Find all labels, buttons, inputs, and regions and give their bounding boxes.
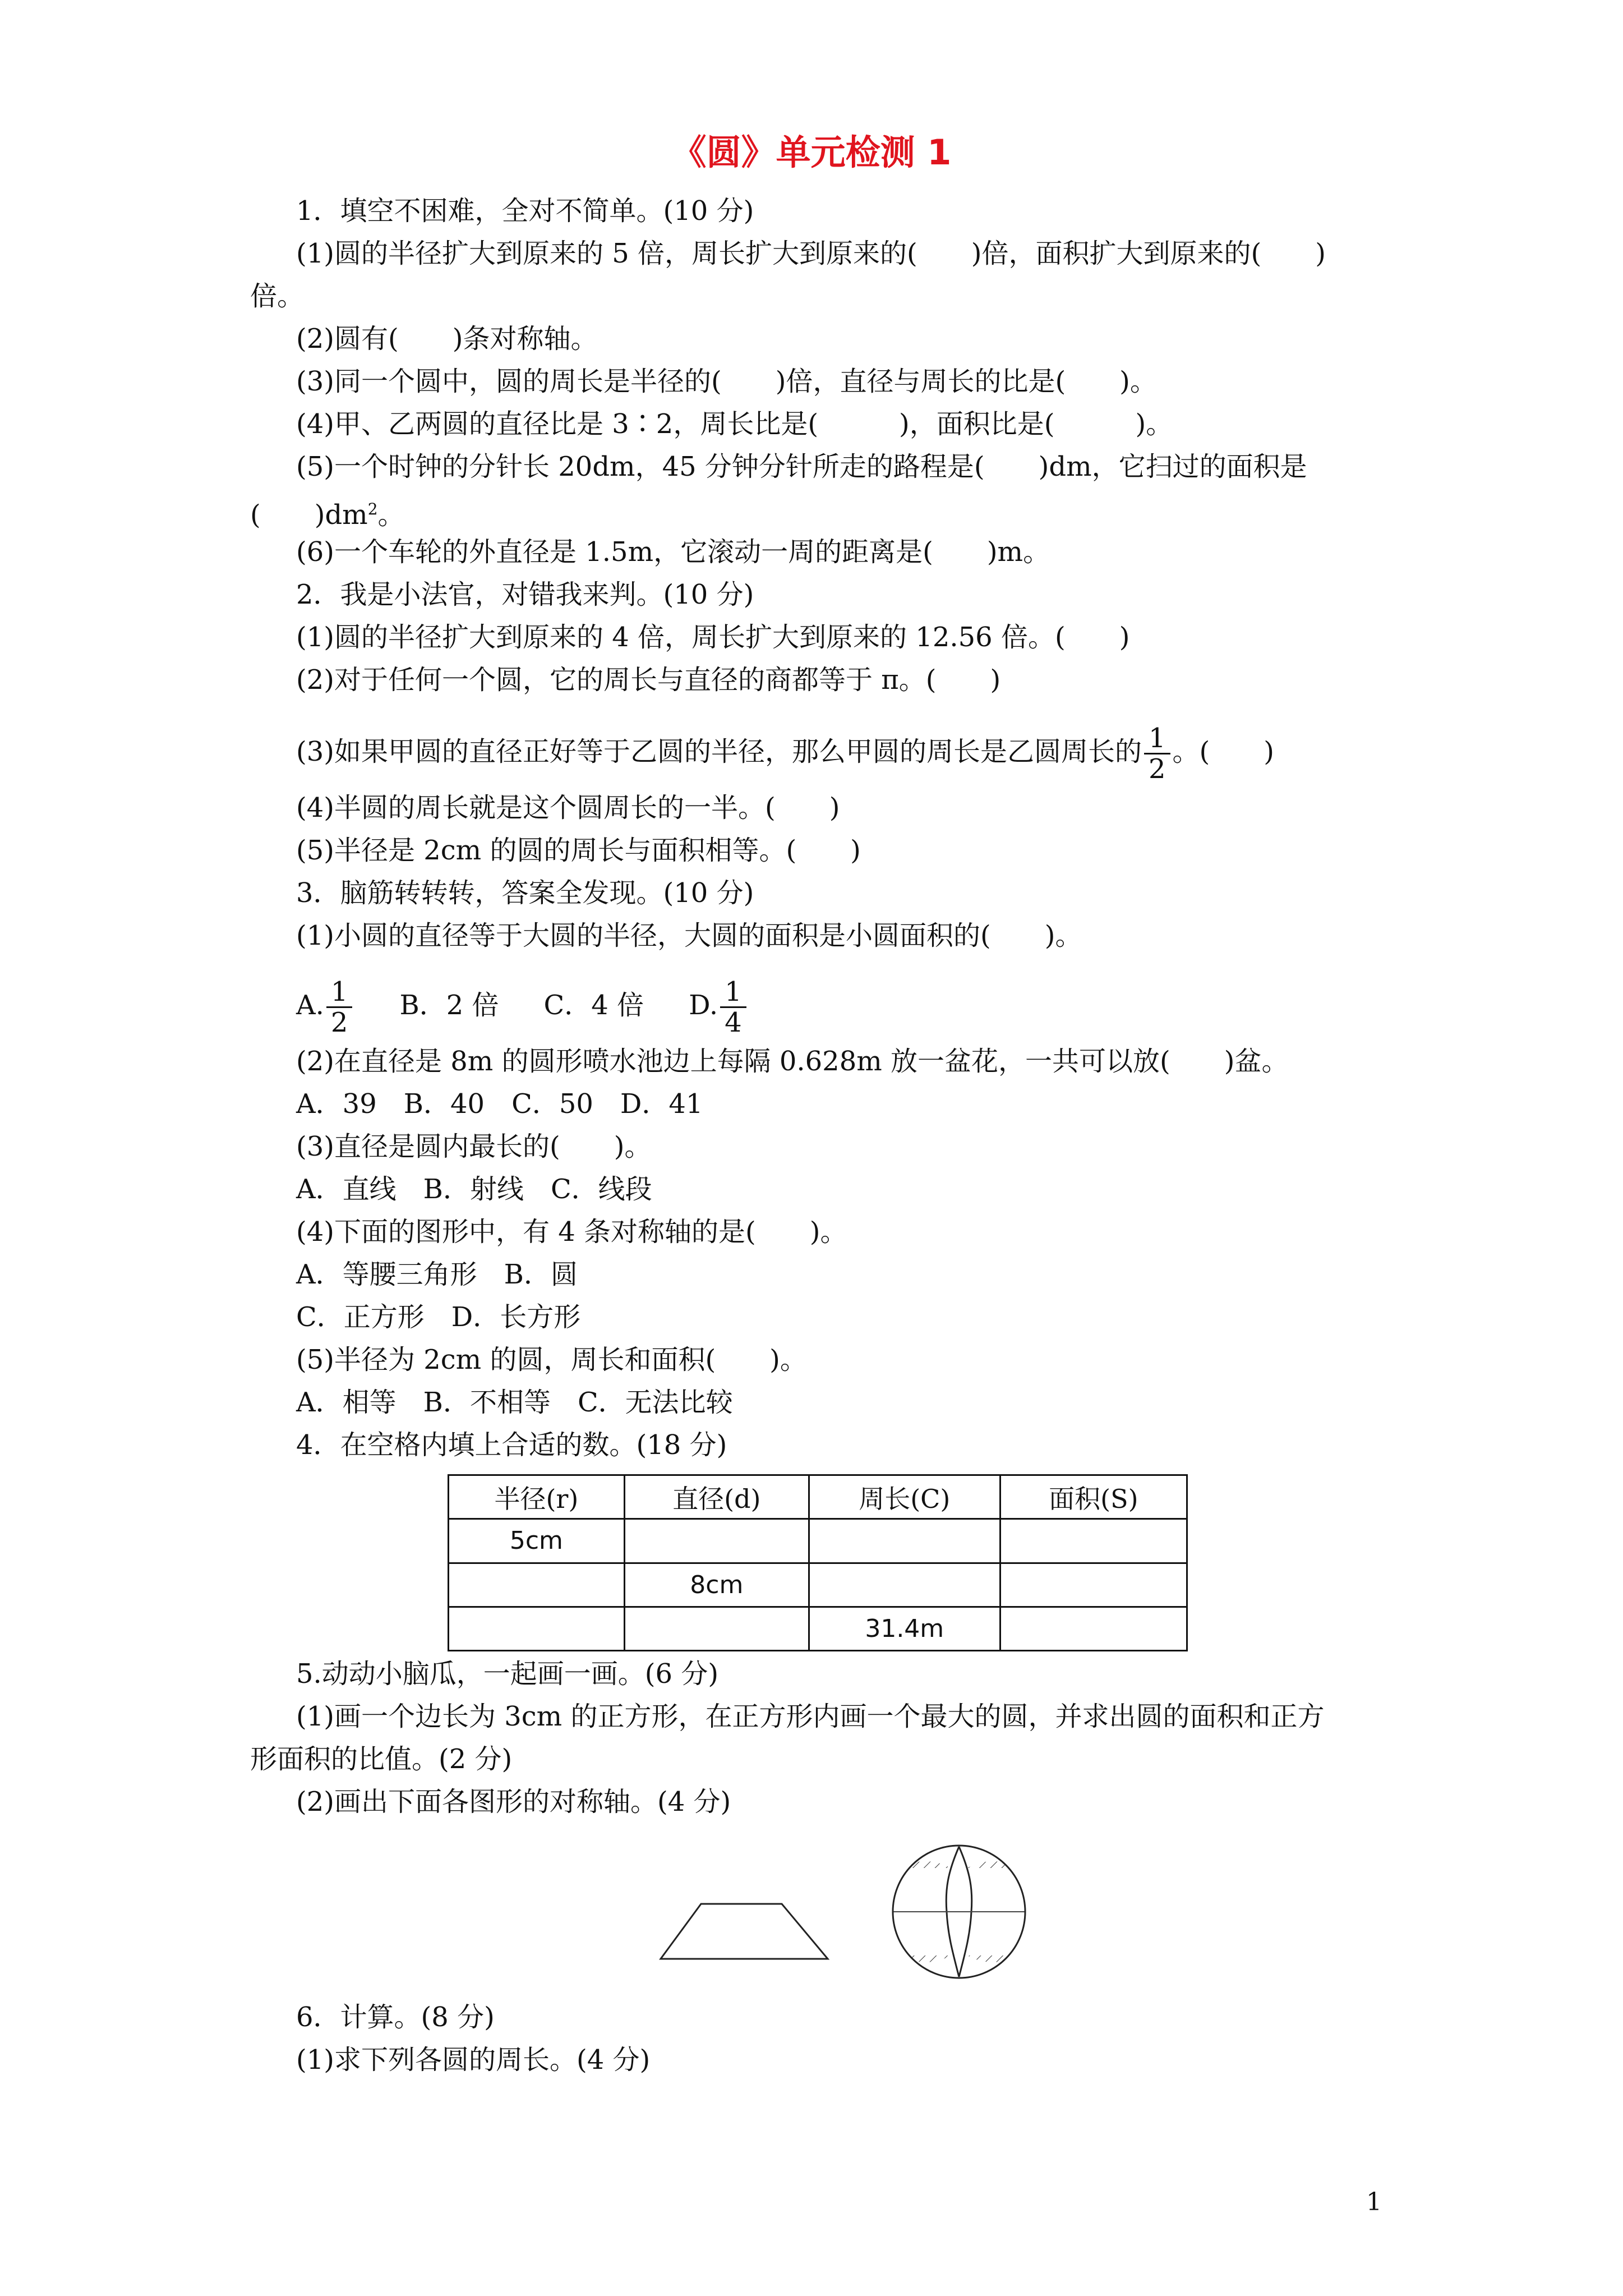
s2-q5: (5)半径是 2cm 的圆的周长与面积相等。( ) <box>296 835 861 866</box>
s1-q5-line2-end: 。 <box>377 499 405 531</box>
s3-q5: (5)半径为 2cm 的圆，周长和面积( )。 <box>296 1344 807 1375</box>
s5-q1-line1: (1)画一个边长为 3cm 的正方形，在正方形内画一个最大的圆，并求出圆的面积和正方 <box>296 1701 1325 1732</box>
s1-q2: (2)圆有( )条对称轴。 <box>296 323 598 355</box>
table-header-row <box>449 1475 1187 1519</box>
table-cell[interactable]: 8cm <box>624 1563 809 1607</box>
s2-q3-end: 。( ) <box>1172 736 1275 767</box>
table-cell[interactable] <box>1000 1519 1187 1563</box>
header-radius: 半径(r) <box>449 1475 625 1519</box>
option-d-fraction <box>720 977 746 1037</box>
s5-q1-line2: 形面积的比值。(2 分) <box>250 1743 513 1775</box>
header-circumference: 周长(C) <box>809 1475 1000 1519</box>
page-number: 1 <box>1366 2188 1382 2216</box>
fraction-denominator: 4 <box>725 1007 742 1038</box>
table-cell[interactable] <box>1000 1607 1187 1650</box>
table-cell[interactable] <box>449 1607 625 1650</box>
s3-q2-options: A．39 B．40 C．50 D．41 <box>296 1088 703 1120</box>
s3-q5-options: A．相等 B．不相等 C．无法比较 <box>296 1387 733 1418</box>
s1-q5-line2-text: ( )dm <box>250 499 368 531</box>
s2-q2: (2)对于任何一个圆，它的周长与直径的商都等于 π。( ) <box>296 664 1001 696</box>
s1-q5-line2 <box>250 493 405 532</box>
section-3-heading: 3．脑筋转转转，答案全发现。(10 分) <box>296 877 754 909</box>
trapezoid-figure <box>656 1902 836 1963</box>
table-cell[interactable] <box>624 1519 809 1563</box>
table-cell[interactable] <box>809 1563 1000 1607</box>
fraction-numerator: 1 <box>1144 724 1170 754</box>
table-cell[interactable] <box>1000 1563 1187 1607</box>
s2-q4: (4)半圆的周长就是这个圆周长的一半。( ) <box>296 792 840 823</box>
s1-q4: (4)甲、乙两圆的直径比是 3∶2，周长比是( )，面积比是( )。 <box>296 408 1173 440</box>
s3-q3: (3)直径是圆内最长的( )。 <box>296 1131 652 1162</box>
s3-q3-options: A．直线 B．射线 C．线段 <box>296 1174 652 1205</box>
table-cell[interactable]: 5cm <box>449 1519 625 1563</box>
section-4-heading: 4．在空格内填上合适的数。(18 分) <box>296 1429 727 1461</box>
s1-q5-line1: (5)一个时钟的分针长 20dm，45 分钟分针所走的路程是( )dm，它扫过的面积是 <box>296 451 1307 482</box>
option-a-fraction <box>326 977 353 1037</box>
table-cell[interactable] <box>809 1519 1000 1563</box>
s3-q1-options <box>296 977 749 1037</box>
fraction-numerator: 1 <box>326 977 353 1008</box>
table-cell[interactable] <box>624 1607 809 1650</box>
s1-q3: (3)同一个圆中，圆的周长是半径的( )倍，直径与周长的比是( )。 <box>296 366 1157 397</box>
table-row <box>449 1607 1187 1650</box>
section-1-heading: 1．填空不困难，全对不简单。(10 分) <box>296 195 754 227</box>
s2-q1: (1)圆的半径扩大到原来的 4 倍，周长扩大到原来的 12.56 倍。( ) <box>296 622 1130 653</box>
option-b: B．2 倍 <box>399 990 499 1021</box>
fraction-denominator: 2 <box>330 1007 348 1038</box>
section-6-heading: 6．计算。(8 分) <box>296 2001 495 2033</box>
circle-table <box>448 1474 1188 1651</box>
s2-q3 <box>296 724 1274 784</box>
header-area: 面积(S) <box>1000 1475 1187 1519</box>
option-a-label: A. <box>296 990 324 1021</box>
s6-q1: (1)求下列各圆的周长。(4 分) <box>296 2044 651 2076</box>
s1-q6: (6)一个车轮的外直径是 1.5m，它滚动一周的距离是( )m。 <box>296 536 1050 568</box>
fraction-denominator: 2 <box>1149 753 1166 785</box>
section-2-heading: 2．我是小法官，对错我来判。(10 分) <box>296 579 754 610</box>
fraction-numerator: 1 <box>720 977 746 1008</box>
option-d-label: D. <box>689 990 718 1021</box>
section-5-heading: 5.动动小脑瓜，一起画一画。(6 分) <box>296 1658 719 1690</box>
table-row <box>449 1563 1187 1607</box>
s3-q4-options-2: C．正方形 D．长方形 <box>296 1301 581 1333</box>
s1-q5-superscript: 2 <box>367 500 378 518</box>
fraction-one-half <box>1144 724 1170 784</box>
s3-q4: (4)下面的图形中，有 4 条对称轴的是( )。 <box>296 1216 847 1248</box>
option-c: C．4 倍 <box>543 990 644 1021</box>
s1-q1-line1: (1)圆的半径扩大到原来的 5 倍，周长扩大到原来的( )倍，面积扩大到原来的( ) <box>296 238 1326 269</box>
s2-q3-text: (3)如果甲圆的直径正好等于乙圆的半径，那么甲圆的周长是乙圆周长的 <box>296 736 1142 767</box>
s3-q1: (1)小圆的直径等于大圆的半径，大圆的面积是小圆面积的( )。 <box>296 920 1082 951</box>
s5-q2: (2)画出下面各图形的对称轴。(4 分) <box>296 1786 731 1818</box>
table-row <box>449 1519 1187 1563</box>
s3-q4-options-1: A．等腰三角形 B．圆 <box>296 1259 578 1290</box>
s3-q2: (2)在直径是 8m 的圆形喷水池边上每隔 0.628m 放一盆花，一共可以放( )盆。 <box>296 1046 1289 1077</box>
circle-lens-figure <box>886 1839 1032 1985</box>
header-diameter: 直径(d) <box>624 1475 809 1519</box>
table-cell[interactable]: 31.4m <box>809 1607 1000 1650</box>
page-title: 《圆》单元检测 1 <box>671 132 952 173</box>
table-cell[interactable] <box>449 1563 625 1607</box>
s1-q1-line2: 倍。 <box>250 280 305 312</box>
